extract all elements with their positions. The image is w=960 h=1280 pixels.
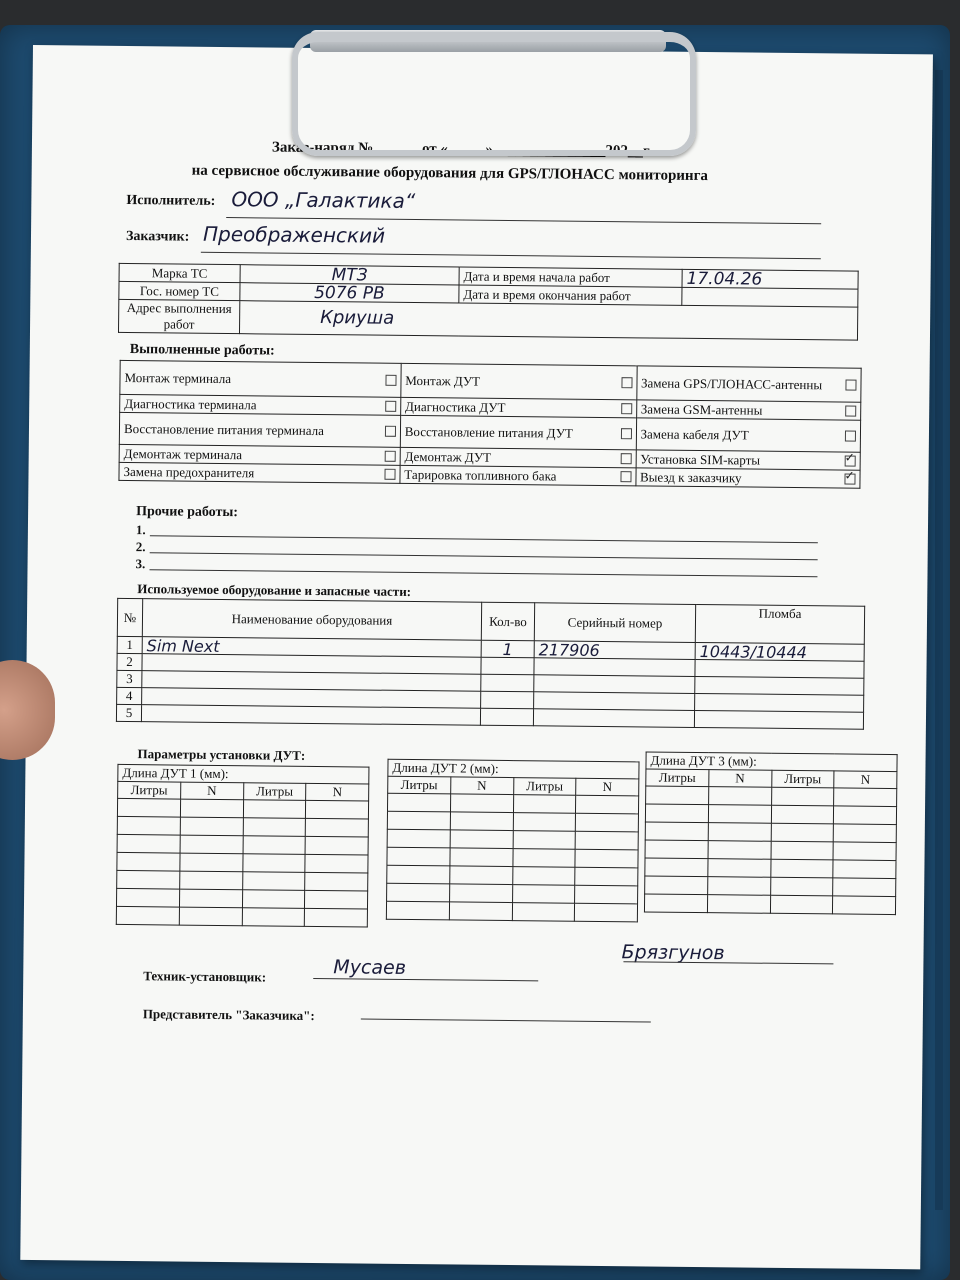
- work-item: [636, 366, 861, 402]
- dut-cell: [179, 907, 242, 926]
- customer-label: Заказчик:: [125, 228, 190, 245]
- dut-cell: [243, 800, 306, 819]
- equipment-cell: [695, 676, 864, 695]
- other-work-item-1: 1.: [135, 522, 146, 538]
- dut-cell: [513, 813, 576, 832]
- dut-cell: [305, 818, 368, 837]
- work-item-label: Замена кабеля ДУТ: [640, 425, 749, 443]
- customer-value: Преображенский: [202, 221, 386, 248]
- work-item-label: Демонтаж ДУТ: [404, 448, 492, 465]
- dut-cell: [512, 867, 575, 886]
- dut-cell: [449, 866, 512, 885]
- dut-cell: [180, 853, 243, 872]
- clipboard-edge: [935, 70, 943, 1210]
- work-item: [635, 468, 860, 488]
- dut-cell: [243, 818, 306, 837]
- equipment-cell: 2: [117, 653, 142, 670]
- work-item-label: Монтаж ДУТ: [405, 372, 481, 389]
- work-item: [400, 465, 636, 485]
- work-item-label: Замена предохранителя: [123, 463, 255, 480]
- work-checkbox[interactable]: [620, 453, 631, 464]
- dut-cell: [242, 908, 305, 927]
- dut-cell: [117, 798, 180, 817]
- work-checkbox[interactable]: [384, 469, 395, 480]
- dut-cell: [117, 834, 180, 853]
- dut-cell: [387, 883, 450, 902]
- work-item: [119, 412, 400, 447]
- customer-line: [201, 252, 821, 259]
- dut-cell: [387, 829, 450, 848]
- dut-row: [116, 906, 367, 927]
- dut-cell: [770, 895, 833, 914]
- dut-cell: [449, 902, 512, 921]
- dut-col-header: N: [180, 782, 243, 800]
- dut-cell: [180, 835, 243, 854]
- work-checkbox[interactable]: [845, 431, 856, 442]
- dut-cell: [575, 831, 638, 850]
- work-checkbox[interactable]: [621, 377, 632, 388]
- dut-cell: [771, 841, 834, 860]
- work-item-label: Выезд к заказчику: [639, 468, 742, 485]
- work-item: [636, 400, 861, 420]
- work-item-label: Диагностика терминала: [124, 395, 257, 412]
- work-checkbox[interactable]: [845, 406, 856, 417]
- dut-length-label: Длина ДУТ 2 (мм):: [388, 759, 639, 779]
- work-checkbox[interactable]: [620, 471, 631, 482]
- dut-cell: [645, 822, 708, 841]
- dut-cell: [179, 889, 242, 908]
- works-table: [118, 360, 861, 489]
- equipment-cell: [481, 657, 534, 675]
- dut-cell: [770, 877, 833, 896]
- dut-cell: [305, 836, 368, 855]
- dut-col-header: Литры: [646, 769, 709, 787]
- dut-cell: [644, 894, 707, 913]
- dut-cell: [117, 852, 180, 871]
- eq-col-seal: Пломба: [695, 604, 864, 644]
- dut-cell: [707, 877, 770, 896]
- equipment-cell: 1: [481, 640, 534, 658]
- form-title-line2: на сервисное обслуживание оборудования для GPS/ГЛОНАСС мониторинга: [191, 162, 709, 185]
- representative-label: Представитель "Заказчика":: [142, 1006, 315, 1024]
- dut-row: [386, 901, 637, 922]
- equipment-cell: [480, 708, 533, 726]
- dut-cell: [513, 831, 576, 850]
- dut-cell: [306, 800, 369, 819]
- equipment-title: Используемое оборудование и запасные части:: [137, 581, 412, 599]
- technician-value: Мусаев: [333, 956, 407, 979]
- dut-cell: [771, 805, 834, 824]
- other-works-title: Прочие работы:: [136, 504, 239, 521]
- vehicle-table: [118, 263, 859, 341]
- work-checkbox[interactable]: [844, 474, 855, 485]
- equipment-cell: 4: [117, 687, 142, 704]
- dut-cell: [645, 876, 708, 895]
- eq-col-qty: Кол-во: [481, 602, 534, 641]
- equipment-cell: [481, 691, 534, 709]
- dut-cell: [708, 859, 771, 878]
- brand-value: МТЗ: [240, 265, 459, 285]
- technician-signature: Брязгунов: [621, 941, 725, 965]
- representative-line: [361, 1018, 651, 1022]
- dut-cell: [834, 788, 897, 807]
- dut-title: Параметры установки ДУТ:: [137, 746, 306, 763]
- work-item-label: Диагностика ДУТ: [404, 398, 506, 415]
- dut-col-header: N: [834, 771, 897, 789]
- eq-col-num: №: [117, 598, 142, 636]
- dut-col-header: Литры: [243, 783, 306, 801]
- dut-cell: [834, 806, 897, 825]
- dut-col-header: Литры: [513, 778, 576, 796]
- plate-label: Гос. номер ТС: [119, 281, 240, 300]
- dut-cell: [512, 885, 575, 904]
- dut-cell: [117, 870, 180, 889]
- dut-cell: [450, 830, 513, 849]
- equipment-cell: [694, 710, 863, 729]
- technician-line: [313, 978, 538, 981]
- dut-cell: [575, 903, 638, 922]
- work-checkbox[interactable]: [621, 403, 632, 414]
- dut-cell: [576, 795, 639, 814]
- dut-cell: [305, 872, 368, 891]
- dut-cell: [513, 795, 576, 814]
- dut-cell: [833, 860, 896, 879]
- work-checkbox[interactable]: [385, 401, 396, 412]
- work-checkbox[interactable]: [845, 380, 856, 391]
- dut-cell: [708, 787, 771, 806]
- technician-label: Техник-установщик:: [143, 968, 267, 985]
- other-work-line-2: [150, 552, 818, 560]
- dut-cell: [833, 842, 896, 861]
- dut-cell: [180, 817, 243, 836]
- dut-cell: [242, 890, 305, 909]
- dut-cell: [575, 885, 638, 904]
- dut-cell: [449, 884, 512, 903]
- dut-col-header: Литры: [388, 776, 451, 794]
- plate-value: 5076 РВ: [240, 283, 459, 303]
- dut-cell: [387, 811, 450, 830]
- work-item: [120, 360, 401, 397]
- equipment-cell: [695, 659, 864, 678]
- executor-label: Исполнитель:: [126, 192, 216, 209]
- eq-col-name: Наименование оборудования: [142, 599, 481, 641]
- address-value: Криуша: [239, 301, 857, 340]
- other-work-line-3: [150, 569, 818, 577]
- end-value: [682, 287, 858, 307]
- work-item-label: Демонтаж терминала: [123, 445, 243, 462]
- work-item-label: Установка SIM-карты: [640, 450, 761, 468]
- dut-cell: [117, 816, 180, 835]
- dut-cell: [512, 903, 575, 922]
- dut-cell: [243, 836, 306, 855]
- dut-cell: [242, 854, 305, 873]
- work-item-label: Восстановление питания терминала: [123, 420, 325, 438]
- dut-table-2: [386, 759, 640, 923]
- dut-cell: [833, 824, 896, 843]
- dut-cell: [387, 865, 450, 884]
- work-checkbox[interactable]: [385, 426, 396, 437]
- dut-cell: [576, 813, 639, 832]
- dut-cell: [770, 859, 833, 878]
- dut-table-1: [116, 764, 370, 928]
- equipment-cell: [533, 709, 694, 728]
- dut-table-3: [644, 751, 898, 915]
- dut-cell: [450, 848, 513, 867]
- equipment-cell: [534, 692, 695, 711]
- equipment-cell: 3: [117, 670, 142, 687]
- work-item-label: Тарировка топливного бака: [404, 466, 557, 484]
- dut-cell: [450, 794, 513, 813]
- equipment-table: [116, 598, 865, 730]
- equipment-cell: 10443/10444: [695, 642, 864, 661]
- work-item: [636, 418, 861, 452]
- work-item-label: Замена GPS/ГЛОНАСС-антенны: [640, 374, 823, 392]
- dut-cell: [179, 871, 242, 890]
- start-value: 17.04.26: [682, 269, 858, 289]
- work-item: [401, 363, 637, 399]
- dut-cell: [707, 895, 770, 914]
- dut-cell: [833, 896, 896, 915]
- dut-cell: [450, 812, 513, 831]
- dut-cell: [305, 854, 368, 873]
- work-checkbox[interactable]: [620, 428, 631, 439]
- dut-cell: [387, 847, 450, 866]
- equipment-cell: [141, 705, 480, 726]
- equipment-cell: [534, 658, 695, 677]
- other-work-item-3: 3.: [135, 556, 146, 572]
- equipment-cell: 5: [116, 704, 141, 721]
- dut-cell: [116, 888, 179, 907]
- dut-cell: [512, 849, 575, 868]
- dut-cell: [387, 793, 450, 812]
- dut-cell: [646, 786, 709, 805]
- form-title-line1: Заказ-наряд №______ от «_____»_______________202__г.: [271, 139, 652, 160]
- equipment-cell: [481, 674, 534, 692]
- dut-cell: [708, 823, 771, 842]
- end-label: Дата и время окончания работ: [459, 285, 682, 305]
- dut-cell: [305, 908, 368, 927]
- dut-cell: [645, 858, 708, 877]
- work-item: [400, 415, 636, 449]
- dut-col-header: Литры: [771, 770, 834, 788]
- eq-col-serial: Серийный номер: [534, 603, 695, 643]
- work-item-label: Монтаж терминала: [124, 369, 232, 386]
- equipment-cell: [534, 675, 695, 694]
- brand-label: Марка ТС: [119, 263, 240, 282]
- dut-cell: [771, 787, 834, 806]
- dut-col-header: N: [306, 783, 369, 801]
- equipment-cell: Sim Next: [142, 637, 481, 658]
- work-item-label: Восстановление питания ДУТ: [404, 423, 573, 441]
- dut-row: [644, 894, 895, 915]
- work-order-form: [20, 45, 933, 1269]
- dut-length-label: Длина ДУТ 1 (мм):: [118, 764, 369, 784]
- other-work-item-2: 2.: [135, 539, 146, 555]
- dut-cell: [305, 890, 368, 909]
- address-label: Адрес выполнения работ: [118, 299, 239, 333]
- dut-length-label: Длина ДУТ 3 (мм):: [646, 752, 897, 772]
- dut-col-header: Литры: [118, 781, 181, 799]
- dut-cell: [242, 872, 305, 891]
- dut-cell: [575, 849, 638, 868]
- dut-col-header: N: [450, 777, 513, 795]
- equipment-cell: [695, 693, 864, 712]
- dut-cell: [180, 799, 243, 818]
- dut-cell: [575, 867, 638, 886]
- dut-cell: [833, 878, 896, 897]
- work-item: [119, 462, 400, 483]
- dut-cell: [708, 805, 771, 824]
- dut-cell: [645, 804, 708, 823]
- dut-cell: [645, 840, 708, 859]
- other-work-line-1: [150, 535, 818, 543]
- dut-cell: [771, 823, 834, 842]
- dut-cell: [386, 901, 449, 920]
- dut-cell: [116, 906, 179, 925]
- work-checkbox[interactable]: [845, 456, 856, 467]
- equipment-cell: 217906: [534, 641, 695, 660]
- work-checkbox[interactable]: [384, 451, 395, 462]
- executor-value: ООО „Галактика“: [231, 187, 416, 214]
- dut-cell: [708, 841, 771, 860]
- dut-col-header: N: [576, 778, 639, 796]
- work-item: [636, 450, 861, 470]
- work-item-label: Замена GSM-антенны: [640, 400, 763, 418]
- clipboard-clip: [292, 32, 696, 156]
- works-title: Выполненные работы:: [129, 342, 275, 359]
- dut-col-header: N: [709, 770, 772, 788]
- equipment-cell: 1: [117, 636, 142, 653]
- start-label: Дата и время начала работ: [459, 267, 682, 287]
- work-checkbox[interactable]: [385, 375, 396, 386]
